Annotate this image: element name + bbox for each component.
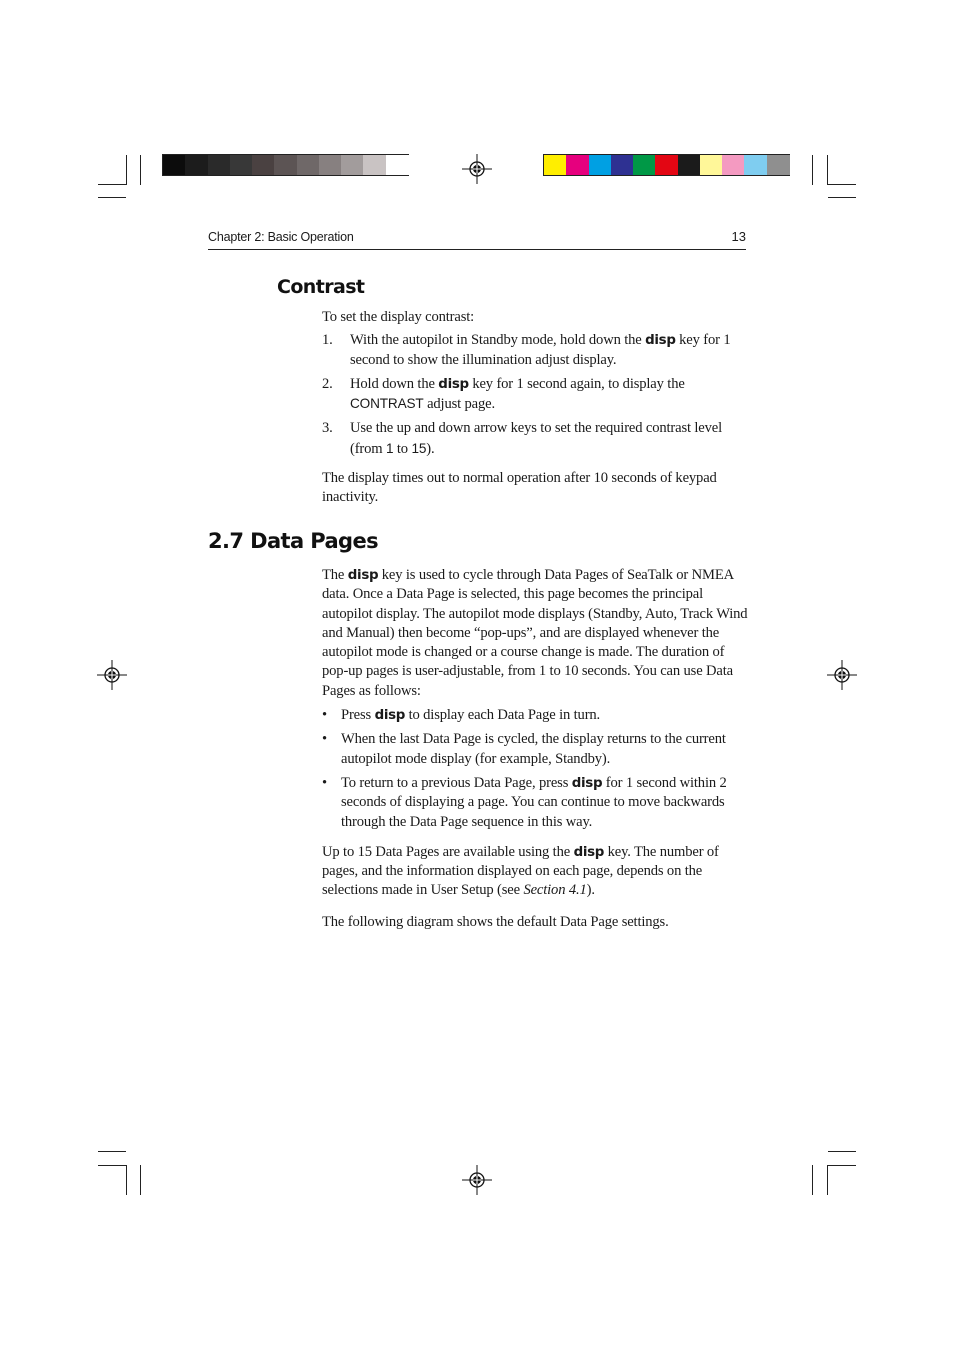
paragraph-text: ).	[586, 882, 595, 899]
crop-mark	[98, 184, 126, 185]
crop-mark	[140, 155, 141, 185]
paragraph-text: key. The number of pages, and the information displayed on each page, depends on the selections made in User Setup (see	[322, 843, 719, 899]
disp-key: disp	[571, 775, 603, 791]
crop-mark	[98, 197, 126, 198]
disp-key: disp	[573, 844, 605, 860]
color-swatch	[767, 155, 790, 175]
bullet-icon: •	[322, 731, 327, 748]
list-item	[322, 375, 752, 415]
crop-mark	[812, 155, 813, 185]
step-text: Hold down the	[350, 375, 439, 392]
data-pages-body	[322, 566, 752, 932]
list-item	[322, 774, 752, 832]
color-swatch	[611, 155, 634, 175]
bullet-text: When the last Data Page is cycled, the display returns to the current autopilot mode display (for example, Standby).	[341, 731, 726, 767]
section-reference: Section 4.1	[523, 882, 587, 899]
running-header-chapter: Chapter 2: Basic Operation	[208, 230, 354, 244]
paragraph-text: The	[322, 567, 348, 583]
step-text: key for 1 second again, to display the	[468, 375, 685, 392]
color-swatch	[566, 155, 589, 175]
display-value: 15	[411, 440, 427, 456]
color-swatch	[252, 155, 275, 175]
step-number: 2.	[322, 375, 333, 392]
display-label: CONTRAST	[350, 396, 424, 412]
color-bar	[544, 155, 789, 175]
bullet-text: to display each Data Page in turn.	[405, 707, 601, 724]
list-item	[322, 419, 752, 459]
list-item	[322, 331, 752, 370]
grayscale-bar	[163, 155, 408, 175]
contrast-body	[322, 308, 752, 508]
bullet-icon: •	[322, 707, 327, 724]
color-swatch	[544, 155, 567, 175]
registration-mark-icon	[462, 154, 492, 184]
crop-mark	[98, 1151, 126, 1152]
paragraph-text: Up to 15 Data Pages are available using the	[322, 843, 574, 860]
crop-mark	[140, 1165, 141, 1195]
color-swatch	[700, 155, 723, 175]
crop-mark	[98, 1165, 126, 1166]
color-swatch	[341, 155, 364, 175]
crop-mark	[126, 155, 127, 185]
bullet-icon: •	[322, 774, 327, 791]
contrast-note: The display times out to normal operation after 10 seconds of keypad inactivity.	[322, 470, 717, 506]
crop-mark	[812, 1165, 813, 1195]
crop-mark	[827, 1165, 828, 1195]
registration-mark-icon	[827, 660, 857, 690]
section-heading-data-pages: 2.7 Data Pages	[208, 529, 379, 553]
registration-mark-icon	[462, 1165, 492, 1195]
disp-key: disp	[645, 333, 676, 349]
crop-mark	[828, 1165, 856, 1166]
step-text: key for 1 second to show the illumination adjust display.	[350, 332, 731, 368]
color-swatch	[722, 155, 745, 175]
display-value: 1	[385, 440, 394, 456]
bullet-text: To return to a previous Data Page, press	[341, 774, 572, 791]
step-text: adjust page.	[423, 396, 495, 413]
bullet-text: Press	[341, 707, 375, 724]
step-text: Use the up and down arrow keys to set the required contrast level (from	[350, 420, 723, 457]
color-swatch	[319, 155, 342, 175]
step-number: 3.	[322, 420, 333, 437]
color-swatch	[589, 155, 612, 175]
color-swatch	[744, 155, 767, 175]
color-swatch	[655, 155, 678, 175]
section-heading-contrast: Contrast	[277, 276, 365, 298]
data-pages-diagram-intro: The following diagram shows the default Data Page settings.	[322, 913, 669, 930]
data-pages-intro	[322, 566, 752, 701]
color-swatch	[163, 155, 186, 175]
step-text: ).	[426, 440, 435, 457]
page-number: 13	[731, 229, 746, 244]
registration-mark-icon	[97, 660, 127, 690]
step-text: With the autopilot in Standby mode, hold down the	[350, 332, 646, 349]
color-swatch	[678, 155, 701, 175]
disp-key: disp	[438, 376, 469, 392]
color-swatch	[297, 155, 320, 175]
bullet-text: for 1 second within 2 seconds of displaying a page. You can continue to move backwards through the Data Page sequence in this way.	[341, 774, 727, 830]
color-swatch	[274, 155, 297, 175]
disp-key: disp	[347, 568, 379, 583]
color-swatch	[185, 155, 208, 175]
crop-mark	[126, 1165, 127, 1195]
step-text: to	[393, 440, 412, 457]
crop-mark	[828, 1151, 856, 1152]
crop-mark	[828, 184, 856, 185]
color-swatch	[363, 155, 386, 175]
contrast-intro: To set the display contrast:	[322, 309, 475, 325]
paragraph-text: key is used to cycle through Data Pages of SeaTalk or NMEA data. Once a Data Page is selected, this page becomes the principal autopilot display. The autopilot mode displays (Standby, Auto, Track Wind and Manual) then become “pop-ups”, and are displayed whenever the autopilot mode is changed or a course change is made. The duration of pop-up pages is user-adjustable, from 1 to 10 seconds. You can use Data Pages as follows:	[322, 567, 748, 699]
step-number: 1.	[322, 332, 333, 349]
color-swatch	[633, 155, 656, 175]
header-rule	[208, 249, 746, 250]
data-pages-paragraph	[322, 843, 752, 901]
disp-key: disp	[374, 708, 406, 724]
crop-mark	[828, 197, 856, 198]
list-item	[322, 730, 752, 769]
crop-mark	[827, 155, 828, 185]
color-swatch	[386, 155, 409, 175]
color-swatch	[208, 155, 231, 175]
list-item	[322, 706, 752, 725]
color-swatch	[230, 155, 253, 175]
